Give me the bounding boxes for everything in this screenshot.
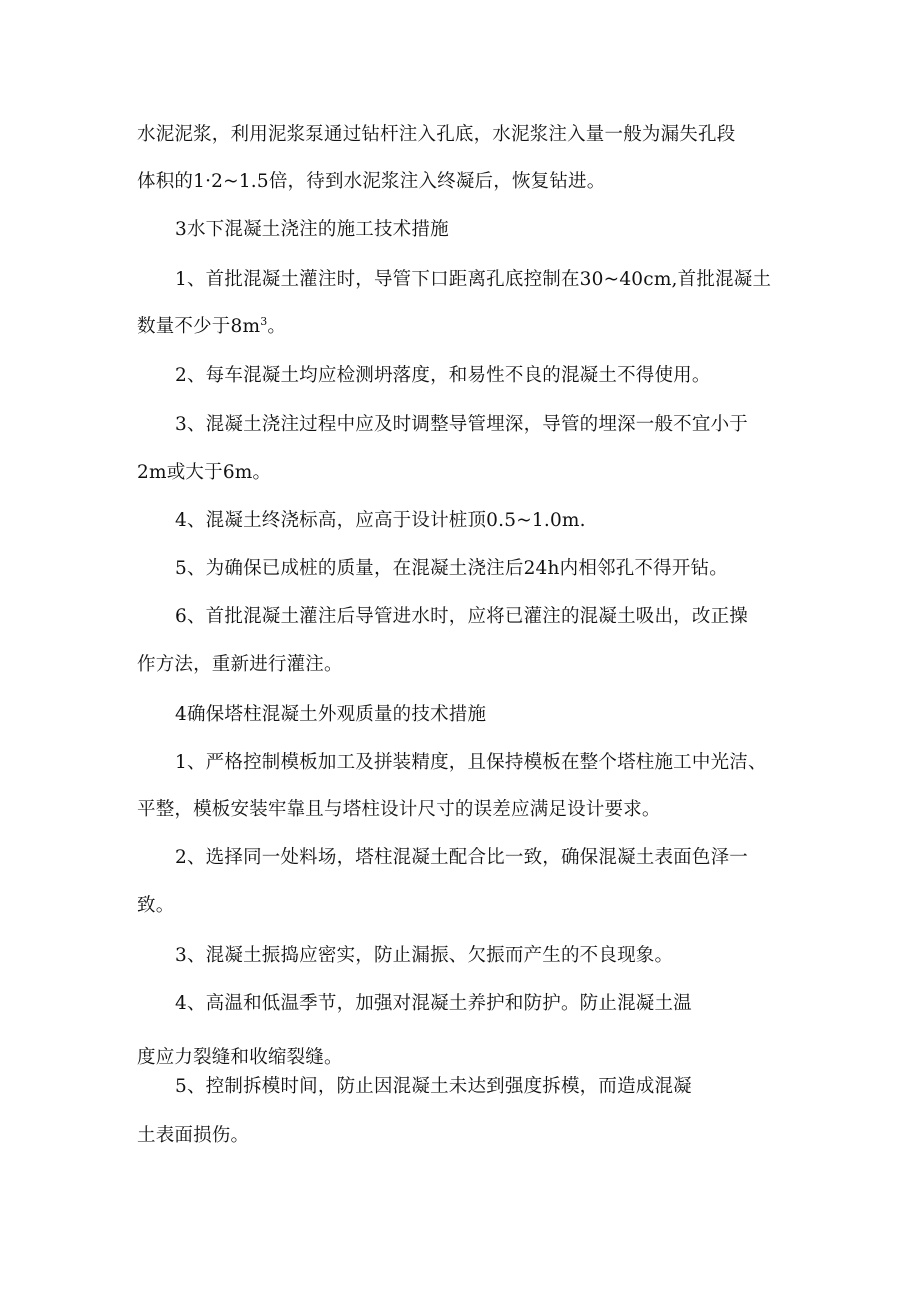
- text-line: 2、每车混凝土均应检测坍落度，和易性不良的混凝土不得使用。: [175, 365, 711, 386]
- text-fragment: 。: [267, 316, 287, 337]
- text-fragment: 数量不少于8m: [137, 316, 261, 337]
- text-line: 4、高温和低温季节，加强对混凝土养护和防护。防止混凝土温: [175, 993, 692, 1014]
- text-line: 水泥泥浆，利用泥浆泵通过钻杆注入孔底，水泥浆注入量一般为漏失孔段: [137, 124, 736, 145]
- text-line: 4、混凝土终浇标高，应高于设计桩顶0.5~1.0m.: [175, 510, 586, 531]
- text-line: [137, 315, 286, 339]
- superscript: 3: [260, 315, 268, 328]
- text-line: 度应力裂缝和收缩裂缝。: [137, 1047, 343, 1068]
- text-line: 5、控制拆模时间，防止因混凝土未达到强度拆模，而造成混凝: [175, 1076, 692, 1097]
- section-heading: 3水下混凝土浇注的施工技术措施: [175, 219, 449, 240]
- text-line: 2m或大于6m。: [137, 462, 272, 483]
- text-line: 6、首批混凝土灌注后导管进水时，应将已灌注的混凝土吸出，改正操: [175, 606, 748, 627]
- text-line: 作方法，重新进行灌注。: [137, 654, 343, 675]
- text-line: 3、混凝土振捣应密实，防止漏振、欠振而产生的不良现象。: [175, 945, 674, 966]
- text-line: 土表面损伤。: [137, 1125, 250, 1146]
- text-line: 致。: [137, 895, 175, 916]
- text-line: 体积的1·2~1.5倍，待到水泥浆注入终凝后，恢复钻进。: [137, 171, 606, 192]
- text-line: 平整，模板安装牢靠且与塔柱设计尺寸的误差应满足设计要求。: [137, 799, 661, 820]
- text-line: 1、首批混凝土灌注时，导管下口距离孔底控制在30~40cm,首批混凝土: [175, 269, 772, 290]
- text-line: 3、混凝土浇注过程中应及时调整导管埋深，导管的埋深一般不宜小于: [175, 414, 748, 435]
- text-line: 2、选择同一处料场，塔柱混凝土配合比一致，确保混凝土表面色泽一: [175, 847, 748, 868]
- text-line: 5、为确保已成桩的质量，在混凝土浇注后24h内相邻孔不得开钻。: [175, 558, 728, 579]
- section-heading: 4确保塔柱混凝土外观质量的技术措施: [175, 704, 487, 725]
- text-line: 1、严格控制模板加工及拼装精度，且保持模板在整个塔柱施工中光洁、: [175, 752, 767, 773]
